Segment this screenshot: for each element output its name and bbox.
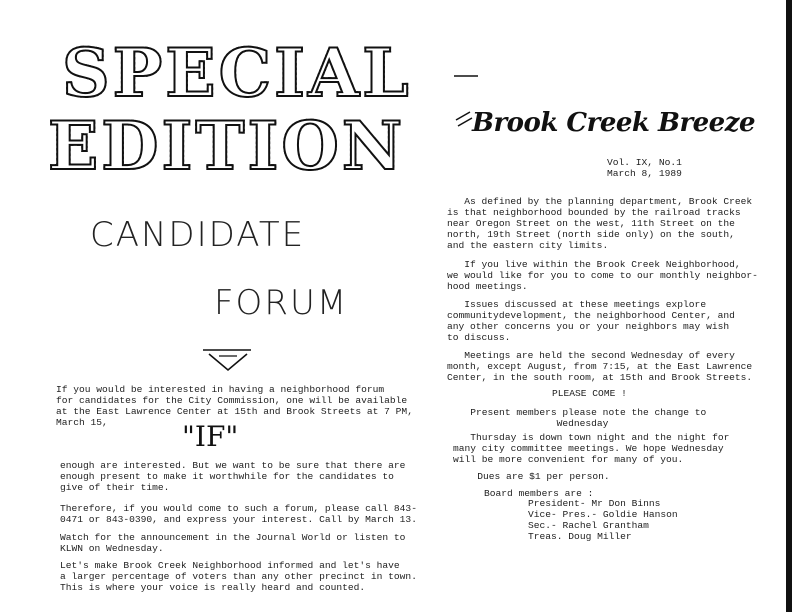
headline-special: SPECIAL (62, 34, 412, 112)
forum-paragraph-1: If you would be interested in having a neighborhood forum for candidates for the City Commission, one will be available at the East Lawrence Center at 15th and Brook Streets at 7 PM, March 15, (56, 384, 413, 428)
headline-edition: EDITION (48, 107, 406, 185)
paragraph-schedule: Meetings are held the second Wednesday of every month, except August, from 7:15, at the East Lawrence Center, in the south room, at 15th and Brook Streets. (447, 350, 753, 383)
forum-paragraph-3: Therefore, if you would come to such a forum, please call 843- 0471 or 843-0390, and express your interest. Call by March 13. (60, 503, 417, 525)
paragraph-boundaries: As defined by the planning department, Brook Creek is that neighborhood bounded by the railroad tracks near Oregon Street on the west, 11th Street on the north, 19th Street (north side only) on the south, and the eastern city limits. (447, 196, 753, 251)
forum-heading: FORUM (214, 283, 349, 323)
volume-number: Vol. IX, No.1 (607, 157, 682, 168)
paragraph-change-note: Present members please note the change to Wednesday (470, 407, 707, 429)
paragraph-thursday: Thursday is down town night and the night for many city committee meetings. We hope Wednesday will be more convenient for many of you. (453, 432, 730, 465)
candidate-heading: CANDIDATE (90, 215, 306, 255)
forum-paragraph-5: Let's make Brook Creek Neighborhood informed and let's have a larger percentage of voters than any other precinct in town. This is where your voice is really heard and counted. (60, 560, 417, 593)
forum-paragraph-4: Watch for the announcement in the Journal World or listen to KLWN on Wednesday. (60, 532, 406, 554)
board-members-list (528, 498, 678, 542)
issue-date: March 8, 1989 (607, 168, 682, 179)
masthead-title: Brook Creek Breeze (472, 108, 756, 138)
board-heading: Board members are : (484, 488, 594, 499)
board-member: Treas. Doug Miller (528, 531, 632, 542)
board-member: President- Mr Don Binns (528, 498, 661, 509)
board-member: Vice- Pres.- Goldie Hanson (528, 509, 678, 520)
if-emphasis: "IF" (182, 420, 239, 453)
paragraph-issues: Issues discussed at these meetings explore communitydevelopment, the neighborhood Center, and any other concerns you or your neighbors may wish to discuss. (447, 299, 735, 343)
board-member: Sec.- Rachel Grantham (528, 520, 649, 531)
down-triangle-icon (203, 348, 253, 374)
page-edge-border (786, 0, 792, 612)
please-come: PLEASE COME ! (552, 388, 627, 399)
forum-paragraph-2: enough are interested. But we want to be sure that there are enough present to make it worthwhile for the candidates to give of their time. (60, 460, 406, 493)
dues-note: Dues are $1 per person. (460, 471, 610, 482)
paragraph-meetings-invite: If you live within the Brook Creek Neighborhood, we would like for you to come to our monthly neighbor- hood meetings. (447, 259, 758, 292)
